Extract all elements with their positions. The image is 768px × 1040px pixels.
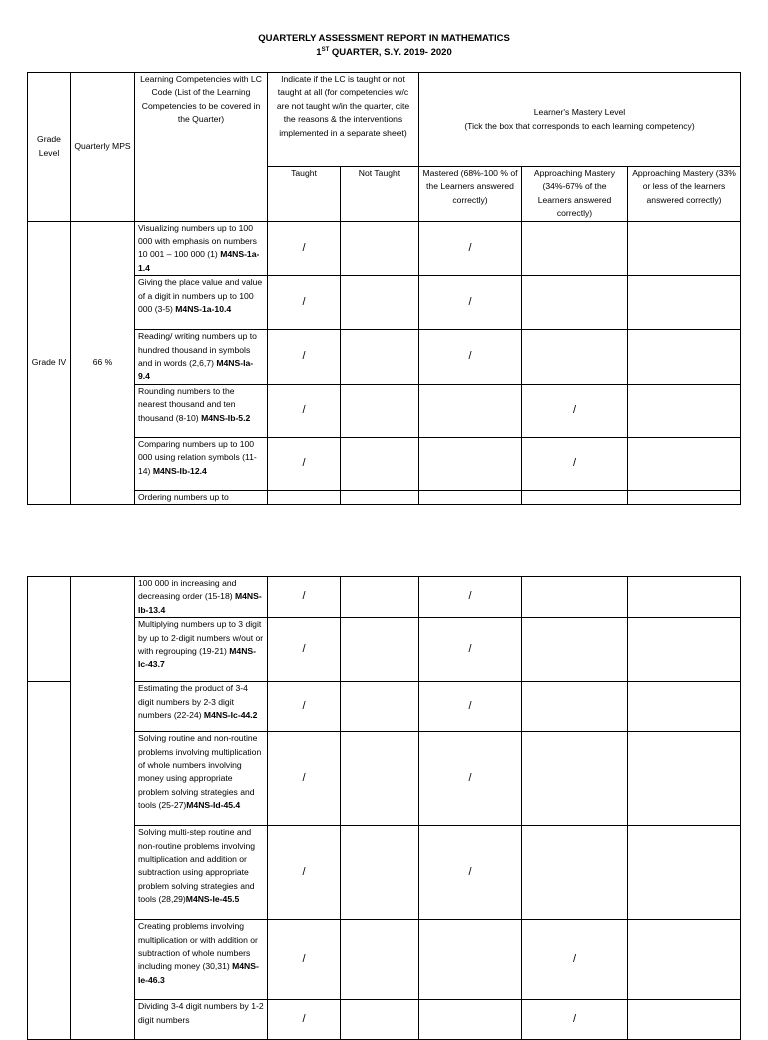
tick-taught: / bbox=[268, 276, 341, 330]
tick-not-taught bbox=[341, 1000, 419, 1040]
table-row bbox=[28, 384, 741, 437]
table-row bbox=[28, 826, 741, 920]
tick-approaching2 bbox=[628, 920, 741, 1000]
assessment-table-page2 bbox=[27, 576, 741, 1040]
tick-mastered bbox=[419, 437, 522, 490]
grade-cell-blank bbox=[28, 577, 71, 682]
header-indicate-taught: Indicate if the LC is taught or not taught at all (for competencies w/c are not taught w/in the quarter, cite the reasons & the interventions implemented in a separate sheet) bbox=[268, 73, 419, 167]
tick-approaching1 bbox=[522, 221, 628, 276]
tick-not-taught bbox=[341, 276, 419, 330]
competency-cell bbox=[135, 1000, 268, 1040]
header-quarterly-mps: Quarterly MPS bbox=[71, 73, 135, 222]
mastery-subtitle: (Tick the box that corresponds to each learning competency) bbox=[464, 120, 695, 131]
competency-cell bbox=[135, 330, 268, 385]
tick-mastered: / bbox=[419, 276, 522, 330]
competency-code: M4NS-Ib-12.4 bbox=[152, 465, 207, 476]
tick-approaching2 bbox=[628, 490, 741, 504]
table-row bbox=[28, 490, 741, 504]
header-mastery-level bbox=[419, 73, 741, 167]
tick-not-taught bbox=[341, 384, 419, 437]
tick-not-taught bbox=[341, 618, 419, 682]
tick-approaching2 bbox=[628, 330, 741, 385]
competency-text: Estimating the product of 3-4 digit numbers by 2-3 digit numbers (22-24) bbox=[138, 683, 248, 721]
competency-text: Giving the place value and value of a digit in numbers up to 100 000 (3-5) bbox=[138, 277, 263, 315]
competency-code: M4NS-Ie-46.3 bbox=[138, 961, 259, 985]
competency-cell bbox=[135, 920, 268, 1000]
competency-text: 100 000 in increasing and decreasing order (15-18) bbox=[138, 578, 237, 602]
header-learning-competencies: Learning Competencies with LC Code (List of the Learning Competencies to be covered in the Quarter) bbox=[135, 73, 268, 222]
tick-not-taught bbox=[341, 490, 419, 504]
tick-approaching2 bbox=[628, 577, 741, 618]
grade-cell: Grade IV bbox=[28, 221, 71, 505]
competency-text: Solving multi-step routine and non-routine problems involving multiplication and addition or subtraction using appropriate problem solving strategies and tools (28,29) bbox=[138, 827, 256, 905]
tick-approaching2 bbox=[628, 732, 741, 826]
tick-approaching1 bbox=[522, 276, 628, 330]
tick-taught: / bbox=[268, 437, 341, 490]
competency-cell bbox=[135, 618, 268, 682]
competency-text: Creating problems involving multiplication or with addition or subtraction of whole numbers including money (30,31) bbox=[138, 921, 258, 972]
tick-taught: / bbox=[268, 330, 341, 385]
tick-mastered bbox=[419, 1000, 522, 1040]
competency-cell bbox=[135, 732, 268, 826]
competency-text: Multiplying numbers up to 3 digit by up to 2-digit numbers w/out or with regrouping (19-21) bbox=[138, 619, 264, 657]
table-row bbox=[28, 577, 741, 618]
tick-mastered: / bbox=[419, 330, 522, 385]
mps-cell-blank bbox=[71, 577, 135, 1040]
tick-mastered: / bbox=[419, 682, 522, 732]
table-row bbox=[28, 221, 741, 276]
competency-cell bbox=[135, 577, 268, 618]
tick-mastered bbox=[419, 920, 522, 1000]
tick-not-taught bbox=[341, 577, 419, 618]
competency-code: M4NS-Ic-43.7 bbox=[138, 646, 256, 670]
tick-approaching1: / bbox=[522, 384, 628, 437]
competency-text: Ordering numbers up to bbox=[138, 491, 229, 502]
tick-approaching1: / bbox=[522, 1000, 628, 1040]
tick-mastered: / bbox=[419, 221, 522, 276]
tick-approaching2 bbox=[628, 682, 741, 732]
tick-approaching2 bbox=[628, 276, 741, 330]
mps-cell: 66 % bbox=[71, 221, 135, 505]
header-taught: Taught bbox=[268, 167, 341, 222]
tick-approaching1 bbox=[522, 682, 628, 732]
competency-cell bbox=[135, 682, 268, 732]
tick-approaching2 bbox=[628, 384, 741, 437]
quarter-subtitle bbox=[0, 47, 768, 58]
tick-approaching2 bbox=[628, 1000, 741, 1040]
table-row bbox=[28, 437, 741, 490]
competency-cell bbox=[135, 221, 268, 276]
tick-approaching1: / bbox=[522, 920, 628, 1000]
tick-taught: / bbox=[268, 577, 341, 618]
competency-cell bbox=[135, 490, 268, 504]
mastery-title: Learner's Mastery Level bbox=[533, 107, 626, 118]
competency-code: M4NS-Ie-45.5 bbox=[185, 894, 240, 905]
tick-not-taught bbox=[341, 732, 419, 826]
competency-text: Rounding numbers to the nearest thousand and ten thousand (8-10) bbox=[138, 385, 236, 423]
tick-taught: / bbox=[268, 920, 341, 1000]
tick-approaching1: / bbox=[522, 437, 628, 490]
tick-approaching2 bbox=[628, 618, 741, 682]
competency-text: Visualizing numbers up to 100 000 with emphasis on numbers 10 001 – 100 000 (1) bbox=[138, 222, 257, 260]
tick-approaching1 bbox=[522, 490, 628, 504]
tick-taught: / bbox=[268, 732, 341, 826]
tick-not-taught bbox=[341, 330, 419, 385]
quarter-superscript: ST bbox=[321, 47, 330, 53]
report-title: QUARTERLY ASSESSMENT REPORT IN MATHEMATICS bbox=[258, 33, 510, 44]
header-approaching-mastery-2: Approaching Mastery (33% or less of the learners answered correctly) bbox=[628, 167, 741, 222]
tick-not-taught bbox=[341, 437, 419, 490]
table-row bbox=[28, 330, 741, 385]
table-row bbox=[28, 1000, 741, 1040]
table-row bbox=[28, 682, 741, 732]
header-approaching-mastery-1: Approaching Mastery (34%-67% of the Learners answered correctly) bbox=[522, 167, 628, 222]
quarter-year: QUARTER, S.Y. 2019- 2020 bbox=[329, 47, 452, 59]
tick-mastered: / bbox=[419, 577, 522, 618]
competency-text: Reading/ writing numbers up to hundred thousand in symbols and in words (2,6,7) bbox=[138, 331, 257, 369]
competency-text: Dividing 3-4 digit numbers by 1-2 digit numbers bbox=[138, 1001, 264, 1025]
competency-code: M4NS-Ic-44.2 bbox=[203, 710, 258, 721]
competency-code: M4NS-Ib-5.2 bbox=[201, 412, 251, 423]
table-row bbox=[28, 732, 741, 826]
competency-cell bbox=[135, 276, 268, 330]
competency-cell bbox=[135, 437, 268, 490]
competency-cell bbox=[135, 384, 268, 437]
table-row bbox=[28, 920, 741, 1000]
competency-code: M4NS-Id-45.4 bbox=[186, 800, 241, 811]
competency-code: M4NS-1a-1.4 bbox=[138, 249, 260, 273]
tick-not-taught bbox=[341, 920, 419, 1000]
table-row bbox=[28, 276, 741, 330]
assessment-table-page1 bbox=[27, 72, 741, 505]
header-mastered: Mastered (68%-100 % of the Learners answered correctly) bbox=[419, 167, 522, 222]
tick-taught: / bbox=[268, 682, 341, 732]
header-grade-level: Grade Level bbox=[28, 73, 71, 222]
tick-taught: / bbox=[268, 221, 341, 276]
tick-mastered: / bbox=[419, 732, 522, 826]
competency-text: Solving routine and non-routine problems involving multiplication of whole numbers involving money using appropriate problem solving strategies and tools (25-27) bbox=[138, 733, 262, 811]
tick-not-taught bbox=[341, 221, 419, 276]
tick-mastered: / bbox=[419, 826, 522, 920]
tick-approaching1 bbox=[522, 826, 628, 920]
header-not-taught: Not Taught bbox=[341, 167, 419, 222]
tick-approaching1 bbox=[522, 618, 628, 682]
tick-taught bbox=[268, 490, 341, 504]
tick-approaching1 bbox=[522, 732, 628, 826]
competency-code: M4NS-1a-10.4 bbox=[175, 304, 232, 315]
tick-approaching2 bbox=[628, 826, 741, 920]
tick-not-taught bbox=[341, 826, 419, 920]
tick-approaching2 bbox=[628, 221, 741, 276]
grade-cell-blank bbox=[28, 682, 71, 1040]
tick-not-taught bbox=[341, 682, 419, 732]
tick-approaching1 bbox=[522, 577, 628, 618]
quarter-number: 1 bbox=[316, 47, 322, 59]
competency-code: M4NS-Ia-9.4 bbox=[138, 358, 254, 382]
competency-text: Comparing numbers up to 100 000 using relation symbols (11-14) bbox=[138, 438, 257, 476]
tick-approaching2 bbox=[628, 437, 741, 490]
tick-taught: / bbox=[268, 384, 341, 437]
tick-taught: / bbox=[268, 618, 341, 682]
competency-code: M4NS-Ib-13.4 bbox=[138, 591, 262, 615]
competency-cell bbox=[135, 826, 268, 920]
tick-approaching1 bbox=[522, 330, 628, 385]
tick-mastered bbox=[419, 384, 522, 437]
tick-taught: / bbox=[268, 1000, 341, 1040]
tick-mastered bbox=[419, 490, 522, 504]
tick-mastered: / bbox=[419, 618, 522, 682]
tick-taught: / bbox=[268, 826, 341, 920]
table-row bbox=[28, 618, 741, 682]
